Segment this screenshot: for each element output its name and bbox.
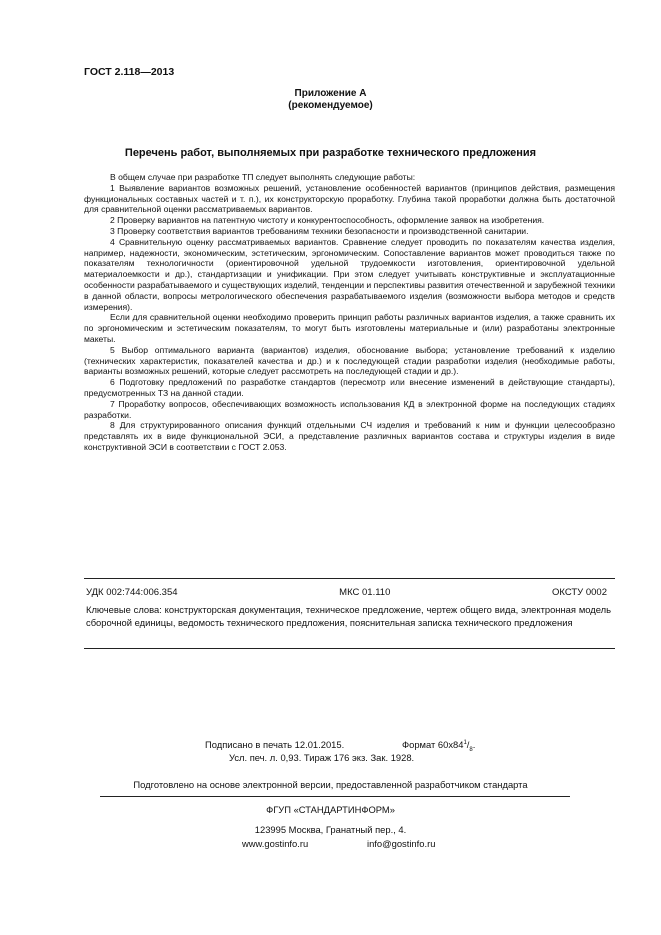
paragraph-3: 3 Проверку соответствия вариантов требованиям техники безопасности и производственной санитарии. <box>110 225 529 236</box>
okstu-code: ОКСТУ 0002 <box>552 587 607 598</box>
keywords: Ключевые слова: конструкторская документация, техническое предложение, чертеж общего вида, электронная модель сборочной единицы, ведомость технического предложения, пояснительная записка технического предложения <box>86 604 611 628</box>
mks-code: МКС 01.110 <box>339 587 391 598</box>
prepared-note: Подготовлено на основе электронной версии, предоставленной разработчиком стандарта <box>133 779 528 790</box>
paragraph-7: 7 Проработку вопросов, обеспечивающих возможность использования КД в электронной форме на последующих стадиях разработки. <box>84 398 615 420</box>
paragraph-5: 5 Выбор оптимального варианта (вариантов) изделия, обоснование выбора; установление требований к изделию (технических характеристик, показателей качества и др.) и к последующей стадии разработки изделия (необходимые работы, варианты возможных решений, которые следует рассмотреть на последующей стадии и др.). <box>84 344 615 377</box>
separator-line <box>100 796 570 797</box>
format-numerator: 1 <box>463 739 467 746</box>
standard-code: ГОСТ 2.118—2013 <box>84 66 175 78</box>
top-rule <box>84 578 615 579</box>
paragraph-6: 6 Подготовку предложений по разработке стандартов (пересмотр или внесение изменений в действующие стандарты), предусмотренных ТЗ на данной стадии. <box>84 377 615 398</box>
paragraph-1: 1 Выявление вариантов возможных решений, установление особенностей вариантов (принципов действия, размещения функциональных составных частей и т. п.), их конструкторскую проработку. Глубина такой проработки должна быть достаточной для сравнительной оценки рассматриваемых вариантов. <box>84 182 615 215</box>
format-prefix: Формат 60x84 <box>402 739 464 750</box>
publisher-email[interactable]: info@gostinfo.ru <box>367 838 436 849</box>
document-body <box>84 172 615 453</box>
bottom-rule <box>84 648 615 649</box>
classification-row <box>86 587 607 598</box>
classification-block <box>84 578 615 649</box>
signed-date: Подписано в печать 12.01.2015. <box>205 739 345 750</box>
paragraph-intro: В общем случае при разработке ТП следует выполнять следующие работы: <box>110 172 416 182</box>
paragraph-2: 2 Проверку вариантов на патентную чистоту и конкурентоспособность, оформление заявок на изобретения. <box>110 215 545 226</box>
format-denominator: 8 <box>469 746 473 753</box>
document-title: Перечень работ, выполняемых при разработке технического предложения <box>124 147 537 159</box>
print-sheets: Усл. печ. л. 0,93. Тираж 176 экз. Зак. 1928. <box>229 752 415 763</box>
udk-code: УДК 002:744:006.354 <box>86 587 178 598</box>
paragraph-4-note: Если для сравнительной оценки необходимо проверить принцип работы различных вариантов изделия, а также сравнить их по эргономическим и эстетическим показателям, то могут быть изготовлены материальные и (или) разработаны электронные макеты. <box>84 312 615 344</box>
format-suffix: . <box>472 739 476 750</box>
publisher-name: ФГУП «СТАНДАРТИНФОРМ» <box>266 804 395 815</box>
paper-format: Формат $60x84^1/_8$. <box>402 739 476 753</box>
publisher-address: 123995 Москва, Гранатный пер., 4. <box>254 824 407 835</box>
appendix-title: Приложение А <box>294 88 367 99</box>
paragraph-8: 8 Для структурированного описания функций отдельными СЧ изделия и требований к ним и функции целесообразно представлять их в виде функциональной ЭСИ, а представление различных вариантов состава и структуры изделия в виде конструктивной ЭСИ в соответствии с ГОСТ 2.053. <box>84 420 615 452</box>
publisher-website[interactable]: www.gostinfo.ru <box>242 838 309 849</box>
appendix-subtitle: (рекомендуемое) <box>288 100 373 111</box>
paragraph-4: 4 Сравнительную оценку рассматриваемых вариантов. Сравнение следует проводить по показателям качества изделия, например, надежности, экономическим, эстетическим, эргономическим. Сопоставление вариантов может проводиться также по показателям технологичности (ориентировочной удельной трудоемкости изготовления, ориентировочной удельной материалоемкости и др.), стандартизации и унификации. При этом следует учитывать конструктивные и эксплуатационные особенности разрабатываемого и существующих изделий, тенденции и перспективы развития отечественной и зарубежной техники в данной области, вопросы метрологического обеспечения разрабатываемого изделия (возможности выбора методов и средств измерения). <box>84 236 615 312</box>
